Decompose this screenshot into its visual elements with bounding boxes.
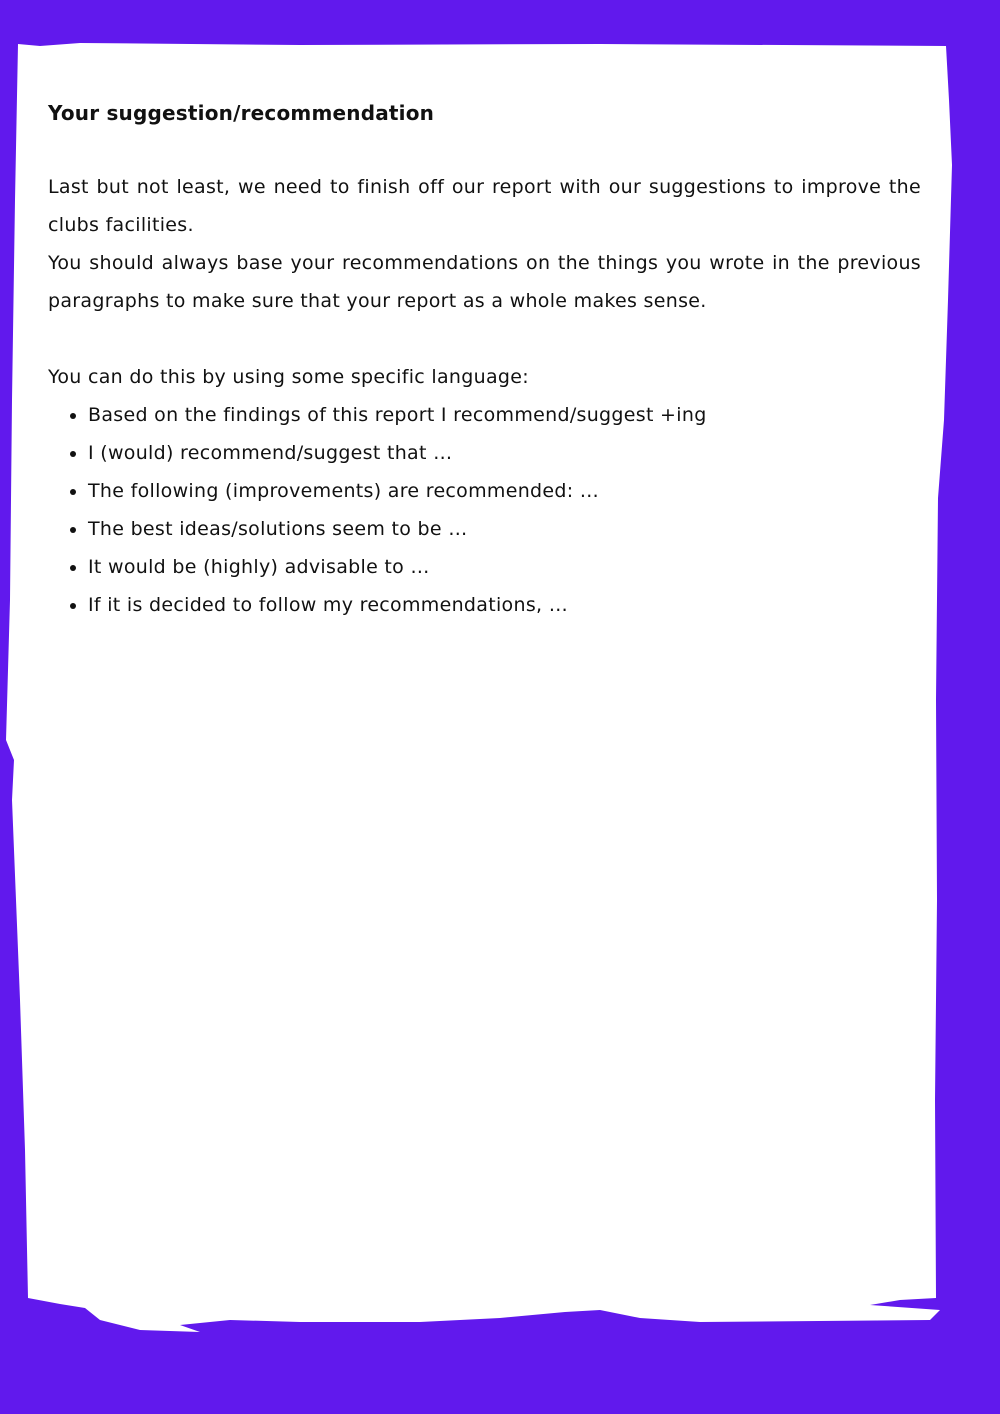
phrase-item: • It would be (highly) advisable to … xyxy=(88,548,921,586)
paragraph-spacer xyxy=(48,320,921,358)
phrase-item: • If it is decided to follow my recommendations, … xyxy=(88,586,921,624)
intro-paragraph: Last but not least, we need to finish off our report with our suggestions to improve the clubs facilities. xyxy=(48,176,921,236)
phrase-item: • The best ideas/solutions seem to be … xyxy=(88,510,921,548)
phrase-item: • I (would) recommend/suggest that … xyxy=(88,434,921,472)
lead-in-paragraph: You can do this by using some specific language: xyxy=(48,366,529,388)
phrase-item: • Based on the findings of this report I recommend/suggest +ing xyxy=(88,396,921,434)
phrase-list xyxy=(48,396,921,624)
phrase-item: • The following (improvements) are recommended: … xyxy=(88,472,921,510)
section-heading: Your suggestion/recommendation xyxy=(48,101,435,125)
document-body xyxy=(48,96,921,624)
advice-paragraph: You should always base your recommendations on the things you wrote in the previous paragraphs to make sure that your report as a whole makes sense. xyxy=(48,252,921,312)
